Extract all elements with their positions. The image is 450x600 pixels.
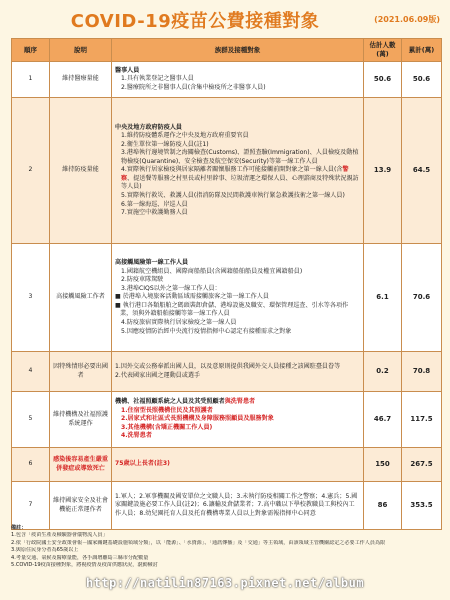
row-items (112, 98, 364, 244)
item-line: 5.因應疫情防治經中央流行疫情指揮中心認定有接種需求之對象 (121, 327, 292, 335)
group-title-red: 與洗腎患者 (224, 398, 256, 406)
note-line: 4.考量交通、氣候及醫療量能，各手調增離島三縣市分配數量 (11, 554, 149, 561)
item-line: 3.港埠執行邊境管制之海關檢查(Customs)、證照查驗(Immigration)、人員檢疫及動植物檢疫(Quarantine)、安全檢查及航空保安(Security)等第一線工作人員 (121, 149, 359, 165)
item-line: 2.衛生單位第一線防疫人員(註1) (121, 140, 209, 148)
watermark-url: http://natilin87163.pixnet.net/album (85, 576, 365, 590)
item-line: 4.洗腎患者 (121, 432, 152, 440)
item-line: 2.防疫車隊駕駛 (121, 276, 164, 284)
row-desc: 因特殊情形必要出國者 (50, 352, 112, 392)
row-est: 6.1 (364, 244, 402, 352)
row-cum: 70.6 (402, 244, 442, 352)
item-line: 75歲以上長者(註3) (115, 460, 170, 468)
header-desc: 說明 (50, 39, 112, 62)
row-seq: 3 (12, 244, 50, 352)
highlight-word: 警察 (121, 166, 349, 182)
group-title: 高接觸風險第一線工作人員 (115, 259, 189, 267)
row-cum: 70.8 (402, 352, 442, 392)
row-items (112, 352, 364, 392)
row-est: 50.6 (364, 62, 402, 98)
row-cum: 267.5 (402, 448, 442, 482)
row-seq: 2 (12, 98, 50, 244)
priority-table (11, 38, 442, 530)
item-line: 2.代表國家出國之運動員或選手 (115, 371, 201, 379)
row-seq: 6 (12, 448, 50, 482)
note-line: 1.包含「疫苗生產及檢驗器會儀物流人員」 (11, 532, 108, 539)
row-items (112, 392, 364, 448)
bullet-line: ■ 於港埠入境旅客活動區域需接觸旅客之第一線工作人員 (115, 293, 269, 301)
group-title (115, 398, 360, 407)
row-est: 46.7 (364, 392, 402, 448)
header-items: 族群及接種對象 (112, 39, 364, 62)
row-cum: 117.5 (402, 392, 442, 448)
notes-section (11, 525, 441, 569)
item-line: 1.因外交或公務奉派出國人員，以及意原則提供我國外交人員接種之該國駐臺員眷等 (115, 363, 341, 371)
row-items (112, 482, 364, 530)
row-items (112, 244, 364, 352)
notes-title: 備註： (11, 525, 27, 531)
row-est: 86 (364, 482, 402, 530)
item-line: 5.實際執行救災、救護人員(指消防隊及民間救護車執行緊急救護技術之第一線人員) (121, 192, 345, 200)
table-header-row (12, 39, 442, 62)
note-line: 5.COVID-19疫苗接種對象，將視疫情及疫苗供應狀況，滾動檢討 (11, 561, 158, 568)
title-bar (0, 0, 450, 38)
item-line: 4.實際執行居家檢疫與居家隔離者關懷服務工作可能接觸前開對象之第一線人員(含警察、提送餐等服務之村里長或村里幹事、垃圾清運之環保人員、心理諮商及特殊狀況親訪等人員) (121, 166, 359, 191)
row-desc: 維持防疫量能 (50, 98, 112, 244)
row-items (112, 62, 364, 98)
item-line: 1.住宿型長照機構住民及其照護者 (121, 406, 213, 414)
item-line: 3.港埠CIQS以外之第一線工作人員： (121, 284, 221, 292)
item-line: 2.居家式和社區式長照機構及身障服務照顧員及服務對象 (121, 415, 274, 423)
row-est: 0.2 (364, 352, 402, 392)
row-est: 150 (364, 448, 402, 482)
table-row (12, 98, 442, 244)
group-title: 中央及地方政府防疫人員 (115, 123, 183, 131)
row-desc: 高接觸風險工作者 (50, 244, 112, 352)
row-cum: 64.5 (402, 98, 442, 244)
item-line: 4.防疫旅宿實際執行居家檢疫之第一線人員 (121, 319, 237, 327)
bullet-line: ■ 執行港口各類船舶之碼頭裝卸倉儲、港埠設施及職安、環保管理巡查、引水等各項作業，須與外籍船舶接觸等第一線工作人員 (115, 301, 349, 318)
table-row (12, 482, 442, 530)
note-line: 3.與原住民身分者為65歲以上 (11, 547, 79, 554)
table-row (12, 448, 442, 482)
row-seq: 1 (12, 62, 50, 98)
row-desc: 維持機構及社福照護系統運作 (50, 392, 112, 448)
header-cum: 累計(萬) (402, 39, 442, 62)
group-title-text: 機構、社福照顧系統之人員及其受照顧者 (115, 398, 225, 406)
header-est: 估計人數(萬) (364, 39, 402, 62)
row-cum: 50.6 (402, 62, 442, 98)
item-line: 7.實施空中救護勤務人員 (121, 209, 188, 217)
row-desc: 維持醫療量能 (50, 62, 112, 98)
row-seq: 4 (12, 352, 50, 392)
note-line: 2.依「行政院國土安全政策會報－國家關鍵基礎設施領域分類」，以「能源」、「水資源」、「通訊傳播」及「交通」等主領域，由該領域主管機關認定之必要工作人員為限 (11, 539, 386, 546)
group-title: 醫事人員 (115, 66, 140, 74)
table-row (12, 352, 442, 392)
table-row (12, 62, 442, 98)
header-seq: 順序 (12, 39, 50, 62)
table-row (12, 244, 442, 352)
item-line: 3.其他機構(含矯正機關工作人員) (121, 423, 213, 431)
item-line: 6.第一線海巡、岸巡人員 (121, 200, 188, 208)
table-row (12, 392, 442, 448)
item-line: 1.維持防疫體系運作之中央及地方政府重要官員 (121, 132, 249, 140)
item-line: 1.軍人；2.軍事機關及國安單位之文職人員；3.未執行防疫相關工作之警察；4.憲兵；5.國家關鍵設施必要工作人員(註2)；6.讓輸及倉儲業者；7.高中職以下學校教職員工與校內工作人員；8.幼兒園托育人員及托育機構專業人員以上對象需報指揮中心同意 (115, 492, 358, 517)
row-est: 13.9 (364, 98, 402, 244)
page-title: COVID-19疫苗公費接種對象 (70, 11, 320, 32)
row-desc: 維持國家安全及社會機能正常運作者 (50, 482, 112, 530)
row-seq: 5 (12, 392, 50, 448)
version-label: (2021.06.09版) (374, 15, 440, 24)
row-items (112, 448, 364, 482)
item-line: 2.醫療院所之非醫事人員(含集中檢疫所之非醫事人員) (121, 83, 266, 91)
row-desc: 感染後容易產生嚴重併發症或導致死亡 (50, 448, 112, 482)
item-line: 1.國籍航空機組員、國際商船船員(含國籍船舶船員及權宜國籍船員) (121, 267, 303, 275)
row-seq: 7 (12, 482, 50, 530)
row-cum: 353.5 (402, 482, 442, 530)
item-line: 1.具有執業登記之醫事人員 (121, 75, 194, 83)
